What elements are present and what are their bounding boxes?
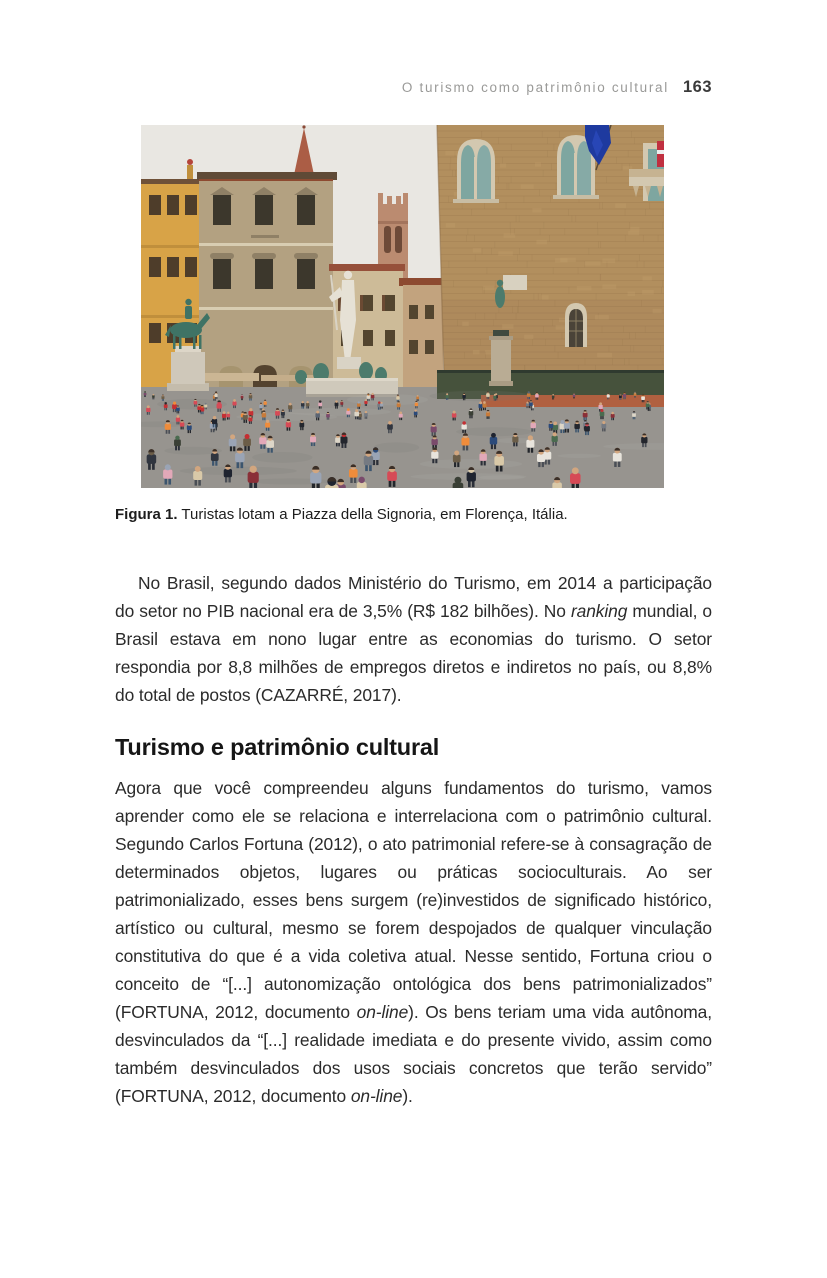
page-header [115, 78, 712, 97]
piazza-della-signoria-photo [141, 125, 664, 488]
wall-plaque [503, 275, 527, 290]
paragraph-tourism-brazil: No Brasil, segundo dados Ministério do Turismo, em 2014 a participação do setor no PIB nacional era de 3,5% (R$ 182 bilhões). No ranking mundial, o Brasil estava em nono lugar entre as economias do turismo. O setor respondia por 8,8 milhões de empregos diretos e indiretos no país, ou 8,8% do total de postos (CAZARRÉ, 2017). [115, 573, 712, 705]
tan-palazzo [197, 172, 337, 396]
section-heading: Turismo e patrimônio cultural [115, 734, 440, 760]
running-title: O turismo como patrimônio cultural [401, 80, 669, 95]
red-flag [657, 141, 664, 167]
figure-caption [115, 505, 712, 524]
figure-1 [115, 125, 712, 524]
figure-caption-label: Figura 1. [115, 506, 178, 523]
paragraph-heritage: Agora que você compreendeu alguns fundamentos do turismo, vamos aprender como ele se relaciona e interrelaciona com o patrimônio cultural. Segundo Carlos Fortuna (2012), o ato patrimonial refere-se à consagração de determinados objetos, lugares ou práticas socioculturais. Ao ser patrimonializado, esses bens surgem (re)investidos de significado histórico, artístico ou cultural, mesmo se forem despojados de qualquer vinculação constitutiva do que é a vida coletiva atual. Nesse sentido, Fortuna criou o conceito de “[...] autonomização ontológica dos bens patrimonializados” (FORTUNA, 2012, documento on-line). Os bens teriam uma vida autônoma, desvinculados da “[...] realidade imediata e do presente vivido, assim como também desvinculados dos usos sociais concretos que terão servido” (FORTUNA, 2012, documento on-line). [115, 778, 712, 1106]
page-number: 163 [682, 78, 712, 96]
figure-caption-text: Turistas lotam a Piazza della Signoria, em Florença, Itália. [181, 506, 568, 523]
book-page [0, 78, 827, 1278]
